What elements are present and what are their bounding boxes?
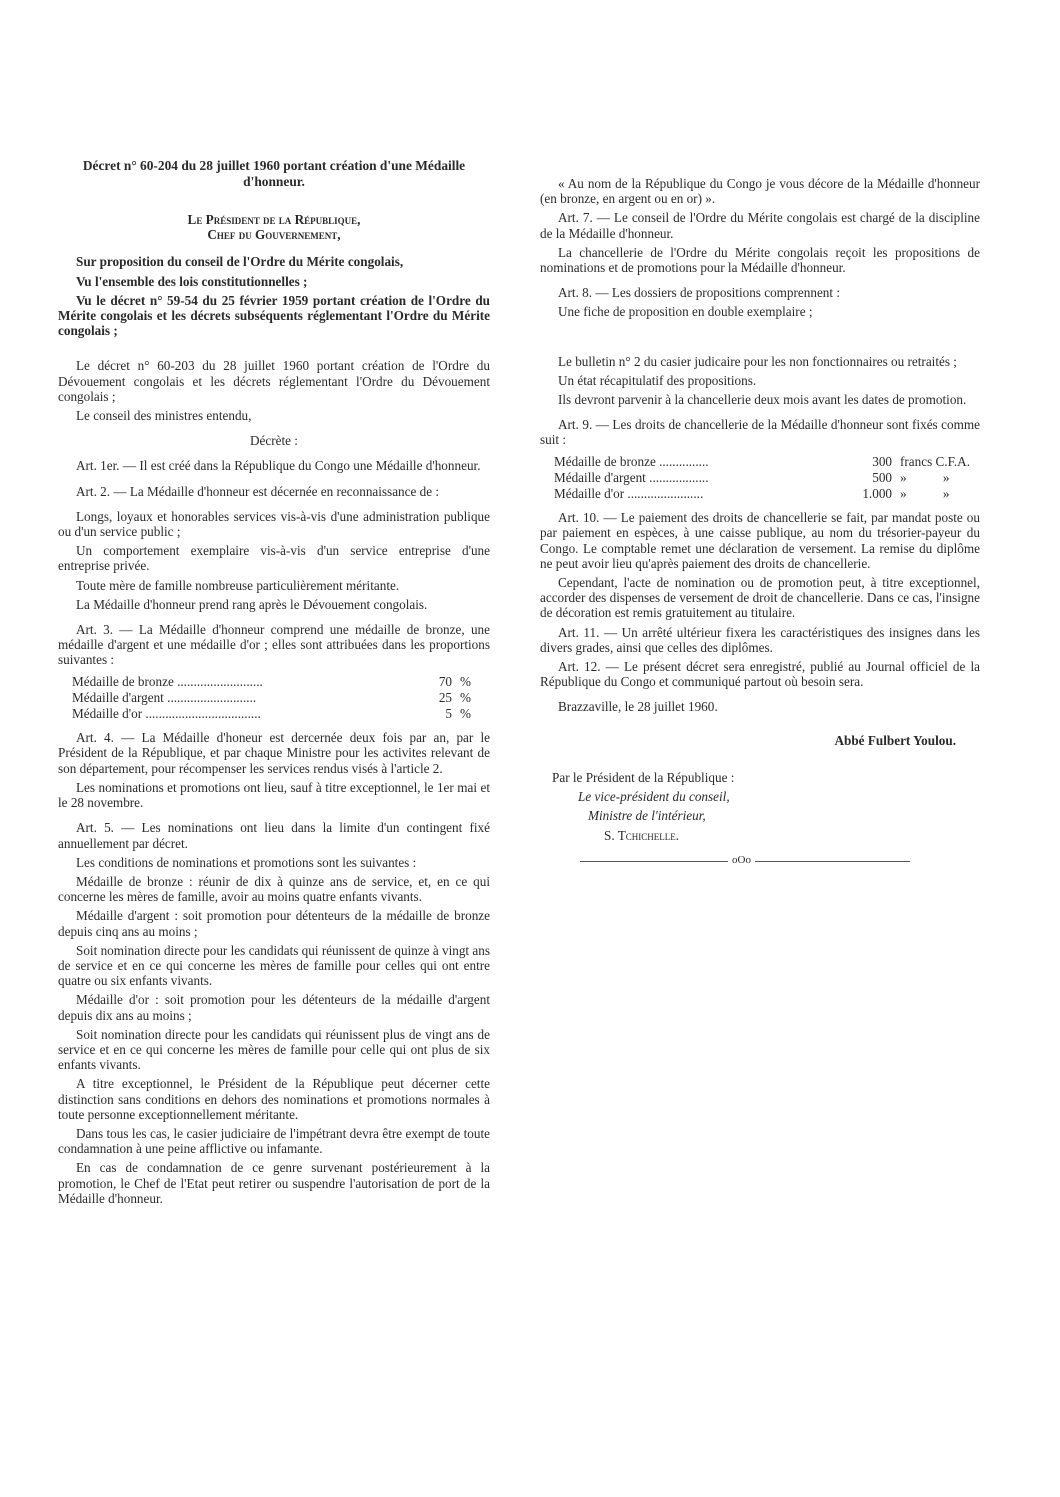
- article-paragraph: A titre exceptionnel, le Président de la République peut décerner cette distinction sans conditions en dehors des nominations et promotions normales à toute personne exceptionnellement méritante.: [58, 1076, 490, 1122]
- article-paragraph: La Médaille d'honneur prend rang après le Dévouement congolais.: [76, 596, 428, 612]
- article-paragraph: Ils devront parvenir à la chancellerie deux mois avant les dates de promotion.: [558, 392, 967, 408]
- article-paragraph: Les nominations et promotions ont lieu, sauf à titre exceptionnel, le 1er mai et le 28 novembre.: [58, 779, 490, 811]
- article-paragraph: Art. 7. — Le conseil de l'Ordre du Mérite congolais est chargé de la discipline de la Médaille d'honneur.: [540, 210, 980, 241]
- article-paragraph: Art. 11. — Un arrêté ultérieur fixera les caractéristiques des insignes dans les divers grades, ainsi que celles des diplômes.: [540, 624, 980, 655]
- rate-label: Médaille d'argent ...........................: [72, 689, 257, 705]
- article-paragraph: Toute mère de famille nombreuse particulièrement méritante.: [76, 577, 400, 593]
- rate-value: 25: [438, 689, 452, 705]
- article-paragraph: Cependant, l'acte de nomination ou de promotion peut, à titre exceptionnel, accorder des dispenses de versement de droit de chancellerie. Dans ce cas, l'insigne de décoration est remis gratuitement au titulaire.: [540, 575, 980, 621]
- article-paragraph: Médaille de bronze : réunir de dix à quinze ans de service, et, en ce qui concerne les mères de famille, avoir au moins quatre enfants vivants.: [58, 873, 490, 905]
- preamble-paragraph: Vu l'ensemble des lois constitutionnelles ;: [76, 273, 308, 289]
- rate-value: 5: [445, 706, 452, 722]
- decrees-heading: Décrète :: [250, 433, 298, 449]
- left-column: [58, 158, 490, 1210]
- fee-value: 300: [872, 453, 892, 469]
- article-paragraph: Art. 4. — La Médaille d'honeur est dercernée deux fois par an, par le Président de la République, et par chaque Ministre pour les activites relevant de son département, pour récompenser les services rendus visés à l'article 2.: [58, 730, 490, 776]
- article-paragraph: Art. 1er. — Il est créé dans la République du Congo une Médaille d'honneur.: [76, 458, 481, 474]
- right-column: [540, 176, 980, 872]
- preamble-paragraph: Le décret n° 60-203 du 28 juillet 1960 portant création de l'Ordre du Dévouement congolais et les décrets réglementant l'Ordre du Dévouement congolais ;: [58, 358, 490, 404]
- countersign-title: Le vice-président du conseil,: [578, 789, 730, 805]
- fee-value: 500: [872, 469, 892, 485]
- table-row: [58, 674, 490, 690]
- rate-unit: %: [460, 689, 471, 705]
- table-row: [58, 706, 490, 722]
- table-row: [540, 486, 980, 502]
- table-row: [540, 454, 980, 470]
- fee-unit: francs C.F.A.: [900, 453, 970, 469]
- proportions-table: [58, 674, 490, 723]
- article-paragraph: Le bulletin n° 2 du casier judicaire pour les non fonctionnaires ou retraités ;: [558, 353, 957, 369]
- article-paragraph: Art. 9. — Les droits de chancellerie de la Médaille d'honneur sont fixés comme suit :: [540, 417, 980, 448]
- table-row: [58, 690, 490, 706]
- article-paragraph: Un comportement exemplaire vis-à-vis d'un service entreprise d'une entreprise privée.: [58, 543, 490, 574]
- article-paragraph: Art. 8. — Les dossiers de propositions comprennent :: [558, 285, 841, 301]
- preamble-paragraph: Sur proposition du conseil de l'Ordre du Mérite congolais,: [76, 254, 404, 270]
- article-paragraph: Une fiche de proposition en double exemplaire ;: [558, 304, 813, 320]
- rate-label: Médaille d'or ...................................: [72, 706, 261, 722]
- article-paragraph: Art. 2. — La Médaille d'honneur est décernée en reconnaissance de :: [76, 483, 440, 499]
- article-paragraph: La chancellerie de l'Ordre du Mérite congolais reçoit les propositions de nominations et de promotions pour la Médaille d'honneur.: [540, 244, 980, 276]
- countersign-name: S. Tchichelle.: [604, 827, 680, 843]
- article-paragraph: Art. 3. — La Médaille d'honneur comprend une médaille de bronze, une médaille d'argent et une médaille d'or ; elles sont attribuées dans les proportions suivantes :: [58, 622, 490, 668]
- article-paragraph: Médaille d'argent : soit promotion pour détenteurs de la médaille de bronze depuis cinq ans au moins ;: [58, 908, 490, 939]
- article-paragraph: Un état récapitulatif des propositions.: [558, 372, 757, 388]
- fee-unit: » »: [900, 469, 950, 485]
- president-heading: Le Président de la République,: [187, 212, 361, 227]
- fee-unit: » »: [900, 486, 950, 502]
- article-paragraph: Longs, loyaux et honorables services vis-à-vis d'une administration publique ou d'un service public ;: [58, 508, 490, 540]
- place-date: Brazzaville, le 28 juillet 1960.: [558, 699, 718, 715]
- fee-label: Médaille d'argent ..................: [554, 469, 709, 485]
- article-paragraph: Art. 12. — Le présent décret sera enregistré, publié au Journal officiel de la République du Congo et communiqué partout où besoin sera.: [540, 659, 980, 690]
- preamble-paragraph: Vu le décret n° 59-54 du 25 février 1959 portant création de l'Ordre du Mérite congolais et les décrets subséquents réglementant l'Ordre du Mérite congolais ;: [58, 292, 490, 339]
- article-paragraph: Médaille d'or : soit promotion pour les détenteurs de la médaille d'argent depuis dix ans au moins ;: [58, 992, 490, 1023]
- separator-ornament: oOo: [728, 853, 755, 868]
- decree-title: Décret n° 60-204 du 28 juillet 1960 portant création d'une Médaille d'honneur.: [82, 158, 466, 189]
- rate-unit: %: [460, 706, 471, 722]
- rate-unit: %: [460, 673, 471, 689]
- fees-table: [540, 454, 980, 503]
- article-paragraph: En cas de condamnation de ce genre survenant postérieurement à la promotion, le Chef de l'Etat peut retirer ou suspendre l'autorisation de port de la Médaille d'honneur.: [58, 1160, 490, 1206]
- article-paragraph: Les conditions de nominations et promotions sont les suivantes :: [76, 854, 417, 870]
- article-paragraph: « Au nom de la République du Congo je vous décore de la Médaille d'honneur (en bronze, en argent ou en or) ».: [540, 176, 980, 207]
- article-paragraph: Art. 10. — Le paiement des droits de chancellerie se fait, par mandat poste ou par paiement en espèces, à une caisse publique, au nom du trésorier-payeur du Congo. Le comptable remet une déclaration de versement. La remise du diplôme ne peut avoir lieu qu'après paiement des droits de chancellerie.: [540, 510, 980, 571]
- fee-label: Médaille de bronze ...............: [554, 453, 709, 469]
- article-paragraph: Art. 5. — Les nominations ont lieu dans la limite d'un contingent fixé annuellement par décret.: [58, 820, 490, 851]
- fee-label: Médaille d'or .......................: [554, 486, 704, 502]
- table-row: [540, 470, 980, 486]
- separator-rule: [580, 853, 910, 872]
- signature: Abbé Fulbert Youlou.: [834, 732, 956, 748]
- rate-value: 70: [438, 673, 452, 689]
- preamble-paragraph: Le conseil des ministres entendu,: [76, 408, 252, 424]
- article-paragraph: Soit nomination directe pour les candidats qui réunissent de quinze à vingt ans de service et en ce qui concerne les mères de famille pour celles qui ont entre quatre ou six enfants vivants.: [58, 942, 490, 989]
- article-paragraph: Dans tous les cas, le casier judiciaire de l'impétrant devra être exempt de toute condamnation à une peine afflictive ou infamante.: [58, 1125, 490, 1157]
- chief-heading: Chef du Gouvernement,: [207, 227, 341, 243]
- countersign-intro: Par le Président de la République :: [552, 769, 735, 785]
- countersign-title: Ministre de l'intérieur,: [588, 808, 706, 824]
- rate-label: Médaille de bronze ..........................: [72, 673, 263, 689]
- article-paragraph: Soit nomination directe pour les candidats qui réunissent plus de vingt ans de service et en ce qui concerne les mères de famille pour celle qui ont plus de six enfants vivants.: [58, 1026, 490, 1073]
- fee-value: 1.000: [862, 486, 892, 502]
